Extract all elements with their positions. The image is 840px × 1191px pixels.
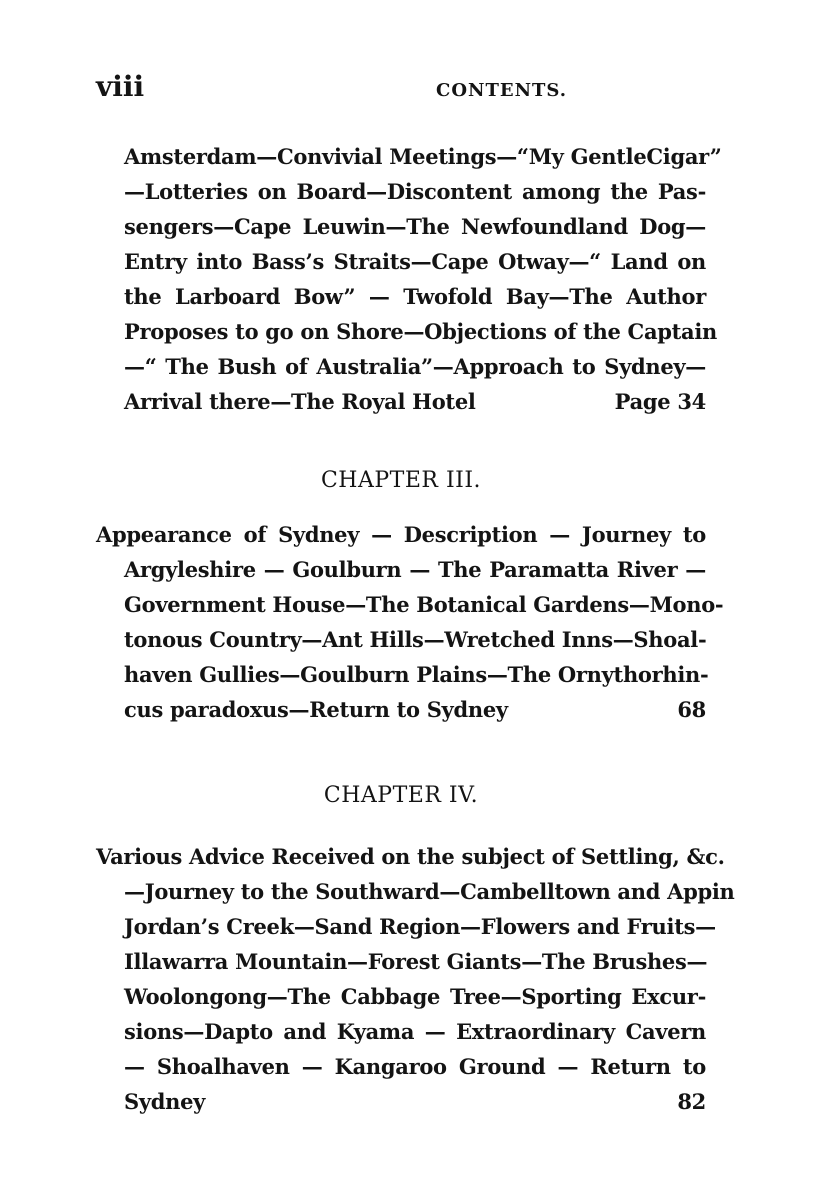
contents-line: Woolongong—The Cabbage Tree—Sporting Excur-	[124, 984, 706, 1009]
page-header	[96, 70, 706, 110]
contents-line: —Lotteries on Board—Discontent among the Pas-	[124, 179, 706, 204]
contents-line: Proposes to go on Shore—Objections of the Captain	[124, 319, 717, 344]
contents-line: Entry into Bass’s Straits—Cape Otway—“ Land on	[124, 249, 706, 274]
contents-last-line	[124, 1085, 706, 1119]
contents-line: Argyleshire — Goulburn — The Paramatta River —	[124, 557, 706, 582]
contents-line: sengers—Cape Leuwin—The Newfoundland Dog—	[124, 214, 706, 239]
contents-line-text: Sydney	[124, 1089, 206, 1114]
contents-line: —“ The Bush of Australia”—Approach to Sydney—	[124, 354, 706, 379]
contents-line: tonous Country—Ant Hills—Wretched Inns—Shoal-	[124, 627, 707, 652]
contents-line: Illawarra Mountain—Forest Giants—The Brushes—	[124, 949, 708, 974]
page-reference: 82	[677, 1089, 706, 1114]
chapter-3-heading: CHAPTER III.	[320, 468, 482, 493]
contents-line: Jordan’s Creek—Sand Region—Flowers and Fruits—	[124, 914, 716, 939]
contents-last-line	[124, 385, 706, 419]
chapter-4-heading: CHAPTER IV.	[323, 783, 479, 808]
contents-line: sions—Dapto and Kyama — Extraordinary Cavern	[124, 1019, 706, 1044]
chapter-3-entry	[96, 518, 724, 728]
contents-last-line	[124, 693, 706, 727]
running-head: CONTENTS.	[436, 80, 568, 101]
page-reference: 68	[677, 697, 706, 722]
contents-line-text: Arrival there—The Royal Hotel	[124, 389, 476, 414]
page-reference: Page 34	[614, 389, 706, 414]
page-number: viii	[96, 70, 145, 103]
contents-line: —Journey to the Southward—Cambelltown and Appin	[124, 879, 735, 904]
contents-line: Amsterdam—Convivial Meetings—“My GentleCigar”	[124, 144, 722, 169]
contents-line: Government House—The Botanical Gardens—Mono-	[124, 592, 724, 617]
contents-line: Appearance of Sydney — Description — Journey to	[96, 522, 706, 547]
contents-line: the Larboard Bow” — Twofold Bay—The Author	[124, 284, 706, 309]
contents-line: — Shoalhaven — Kangaroo Ground — Return to	[124, 1054, 706, 1079]
contents-line: haven Gullies—Goulburn Plains—The Ornythorhin-	[124, 662, 709, 687]
contents-line: Various Advice Received on the subject of Settling, &c.	[96, 844, 725, 869]
contents-line-text: cus paradoxus—Return to Sydney	[124, 697, 508, 722]
chapter-2-continued-entry	[96, 140, 722, 420]
chapter-4-entry	[96, 840, 735, 1120]
